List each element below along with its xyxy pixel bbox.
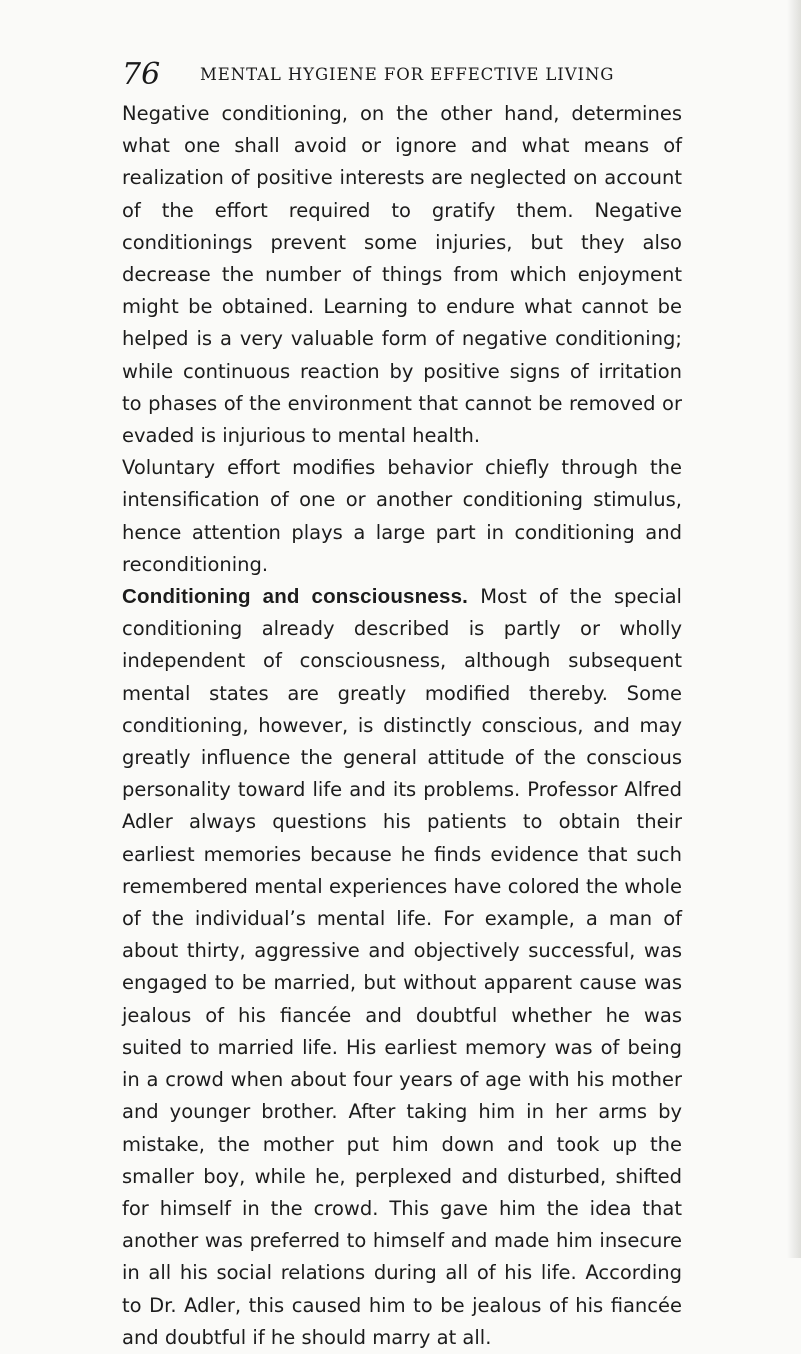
page-header bbox=[122, 52, 682, 98]
paragraph bbox=[122, 581, 682, 1354]
paragraph: Negative conditioning, on the other hand, determines what one shall avoid or ignore and what means of realization of positive interests are neglected on account of the effort required to gratify them. Negative conditionings prevent some injuries, but they also decrease the number of things from which enjoyment might be obtained. Learning to endure what cannot be helped is a very valuable form of negative conditioning; while continuous reaction by positive signs of irritation to phases of the environment that cannot be removed or evaded is injurious to mental health. bbox=[122, 102, 682, 448]
body-text bbox=[122, 98, 682, 1354]
paragraph-text: Most of the special conditioning already described is partly or wholly independent of consciousness, although subsequent mental states are greatly modified thereby. Some conditioning, however, is distinctly conscious, and may greatly influence the general attitude of the conscious personality toward life and its problems. Professor Alfred Adler always questions his patients to obtain their earliest memories because he finds evidence that such remembered mental experiences have colored the whole of the individual’s mental life. For example, a man of about thirty, aggressive and objectively successful, was engaged to be married, but without apparent cause was jealous of his fiancée and doubtful whether he was suited to married life. His earliest memory was of being in a crowd when about four years of age with his mother and younger brother. After taking him in her arms by mistake, the mother put him down and took up the smaller boy, while he, perplexed and disturbed, shifted for himself in the crowd. This gave him the idea that another was preferred to himself and made him insecure in all his social relations during all of his life. According to Dr. Adler, this caused him to be jealous of his fiancée and doubtful if he should marry at all. bbox=[122, 585, 682, 1349]
page-number: 76 bbox=[122, 57, 161, 92]
paragraph: Voluntary effort modifies behavior chiefly through the intensification of one or another conditioning stimulus, hence attention plays a large part in conditioning and reconditioning. bbox=[122, 456, 682, 576]
page-edge-shadow bbox=[787, 0, 801, 1258]
running-head: MENTAL HYGIENE FOR EFFECTIVE LIVING bbox=[200, 65, 615, 84]
section-heading: Conditioning and consciousness. bbox=[122, 585, 469, 609]
